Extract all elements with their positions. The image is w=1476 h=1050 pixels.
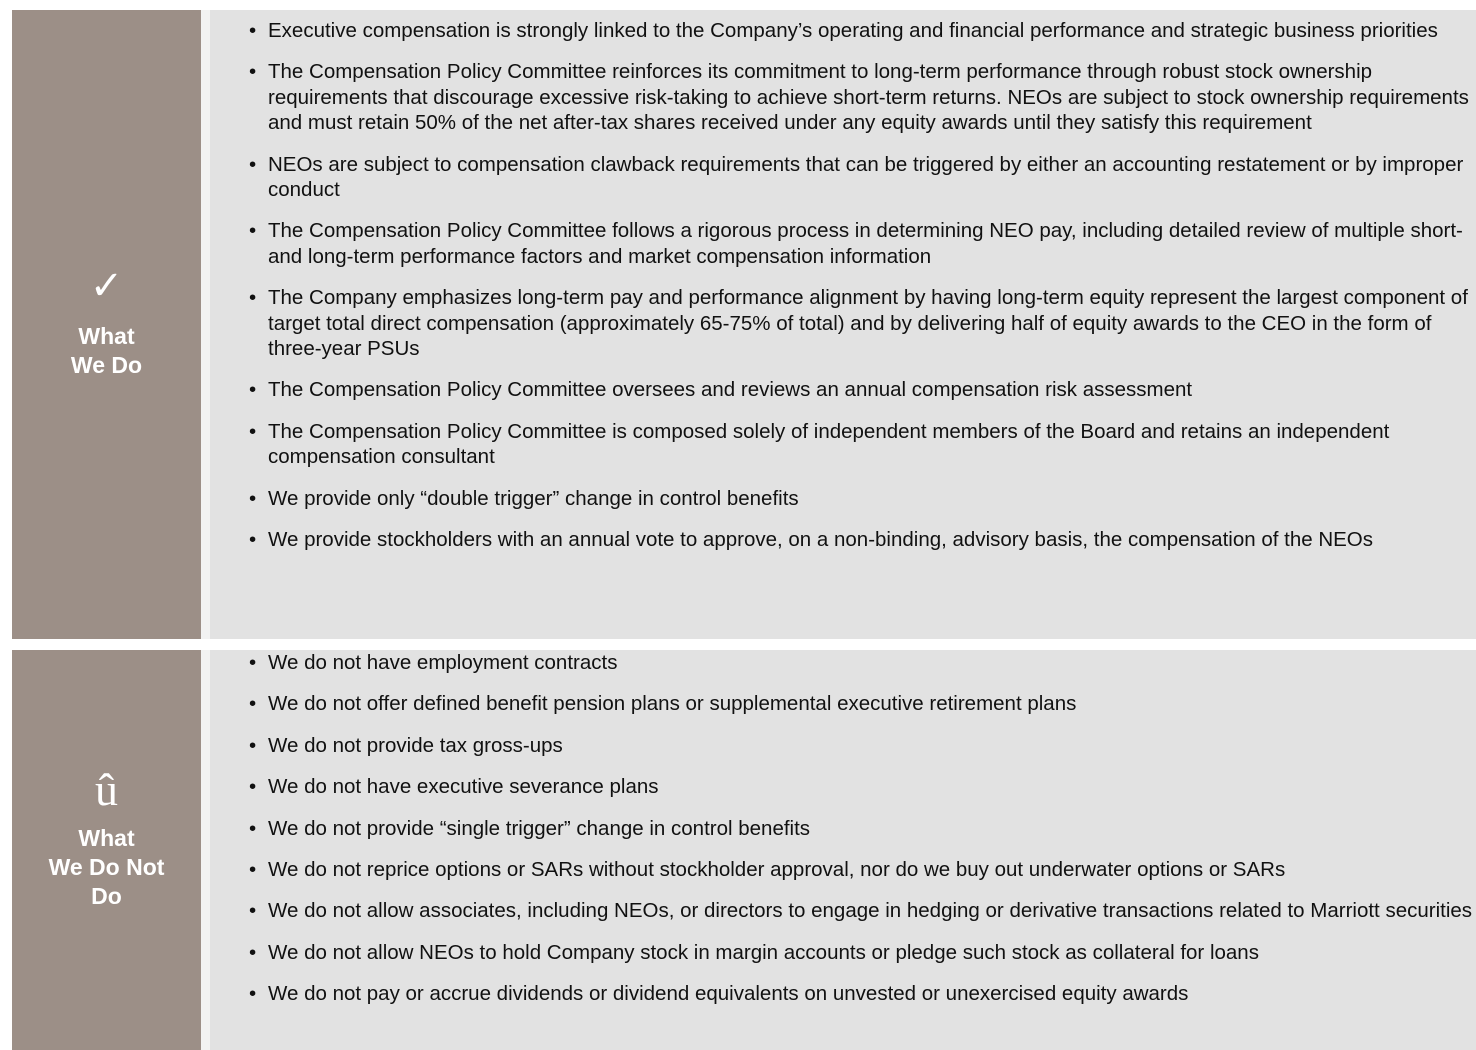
list-item — [249, 18, 1476, 43]
bullet-icon: • — [249, 692, 257, 716]
what-we-do-label: What We Do — [70, 323, 143, 378]
bullet-icon: • — [249, 940, 257, 964]
list-item — [249, 377, 1476, 402]
bullet-icon: • — [249, 486, 257, 510]
bullet-icon: • — [249, 982, 257, 1006]
list-item — [249, 898, 1476, 923]
list-item — [249, 650, 1476, 675]
list-item-text: We do not allow associates, including NEOs, or directors to engage in hedging or derivative transactions related to Marriott securities — [268, 899, 1473, 923]
list-item — [249, 774, 1476, 799]
list-item — [249, 419, 1476, 470]
bullet-icon: • — [249, 60, 257, 84]
list-item — [249, 733, 1476, 758]
list-item-text: We do not offer defined benefit pension plans or supplemental executive retirement plans — [268, 692, 1077, 716]
list-item-text: Executive compensation is strongly linked to the Company’s operating and financial performance and strategic business priorities — [268, 19, 1438, 42]
list-item-text: We do not have executive severance plans — [268, 775, 659, 799]
list-item-text: We provide only “double trigger” change in control benefits — [268, 486, 799, 510]
list-item-text: The Compensation Policy Committee oversees and reviews an annual compensation risk assessment — [268, 378, 1193, 402]
what-we-do-list — [249, 18, 1476, 569]
bullet-icon: • — [249, 775, 257, 799]
bullet-icon: • — [249, 19, 257, 42]
bullet-icon: • — [249, 528, 257, 552]
list-item-text: We do not pay or accrue dividends or dividend equivalents on unvested or unexercised equity awards — [268, 982, 1189, 1006]
panel-divider — [201, 10, 210, 639]
what-we-do-not-do-list — [249, 650, 1476, 1023]
list-item — [249, 857, 1476, 882]
list-item-text: We do not allow NEOs to hold Company stock in margin accounts or pledge such stock as collateral for loans — [268, 940, 1259, 964]
bullet-icon: • — [249, 378, 257, 402]
what-we-do-side-panel — [12, 10, 201, 639]
checkmark-icon: ✓ — [89, 263, 124, 309]
what-we-do-not-do-section — [12, 650, 1476, 1050]
what-we-do-content — [210, 10, 1476, 639]
list-item-text: We do not provide tax gross-ups — [268, 733, 563, 757]
list-item — [249, 940, 1476, 965]
list-item — [249, 285, 1476, 361]
list-item — [249, 486, 1476, 511]
list-item — [249, 218, 1476, 269]
list-item-text: The Compensation Policy Committee is composed solely of independent members of the Board and retains an independent compensation consultant — [268, 419, 1390, 469]
list-item-text: We provide stockholders with an annual vote to approve, on a non-binding, advisory basis, the compensation of the NEOs — [268, 528, 1373, 552]
what-we-do-not-do-content — [210, 650, 1476, 1050]
list-item-text: We do not reprice options or SARs without stockholder approval, nor do we buy out underwater options or SARs — [268, 858, 1286, 882]
list-item-text: We do not have employment contracts — [268, 651, 618, 674]
list-item-text: The Company emphasizes long-term pay and performance alignment by having long-term equity represent the largest component of target total direct compensation (approximately 65-75% of total) and by delivering half of equity awards to the CEO in the form of three-year PSUs — [268, 286, 1468, 361]
bullet-icon: • — [249, 286, 257, 310]
list-item-text: The Compensation Policy Committee follows a rigorous process in determining NEO pay, including detailed review of multiple short- and long-term performance factors and market compensation information — [268, 219, 1463, 268]
list-item — [249, 152, 1476, 203]
bullet-icon: • — [249, 651, 257, 674]
list-item-text: We do not provide “single trigger” change in control benefits — [268, 816, 811, 840]
x-mark-icon: û — [95, 764, 118, 815]
bullet-icon: • — [249, 816, 257, 840]
bullet-icon: • — [249, 899, 257, 923]
bullet-icon: • — [249, 858, 257, 882]
list-item — [249, 981, 1476, 1006]
bullet-icon: • — [249, 733, 257, 757]
list-item — [249, 691, 1476, 716]
list-item — [249, 59, 1476, 135]
list-item — [249, 816, 1476, 841]
what-we-do-not-do-side-panel — [12, 650, 201, 1050]
what-we-do-section — [12, 10, 1476, 639]
list-item-text: The Compensation Policy Committee reinforces its commitment to long-term performance through robust stock ownership requirements that discourage excessive risk-taking to achieve short-term returns. NEOs are subject to stock ownership requirements and must retain 50% of the net after-tax shares received under any equity awards until they satisfy this requirement — [268, 60, 1469, 135]
what-we-do-not-do-label: What We Do Not Do — [48, 825, 165, 909]
list-item-text: NEOs are subject to compensation clawback requirements that can be triggered by either an accounting restatement or by improper conduct — [268, 152, 1464, 202]
list-item — [249, 527, 1476, 552]
bullet-icon: • — [249, 419, 257, 443]
panel-divider — [201, 650, 210, 1050]
bullet-icon: • — [249, 152, 257, 176]
bullet-icon: • — [249, 219, 257, 243]
